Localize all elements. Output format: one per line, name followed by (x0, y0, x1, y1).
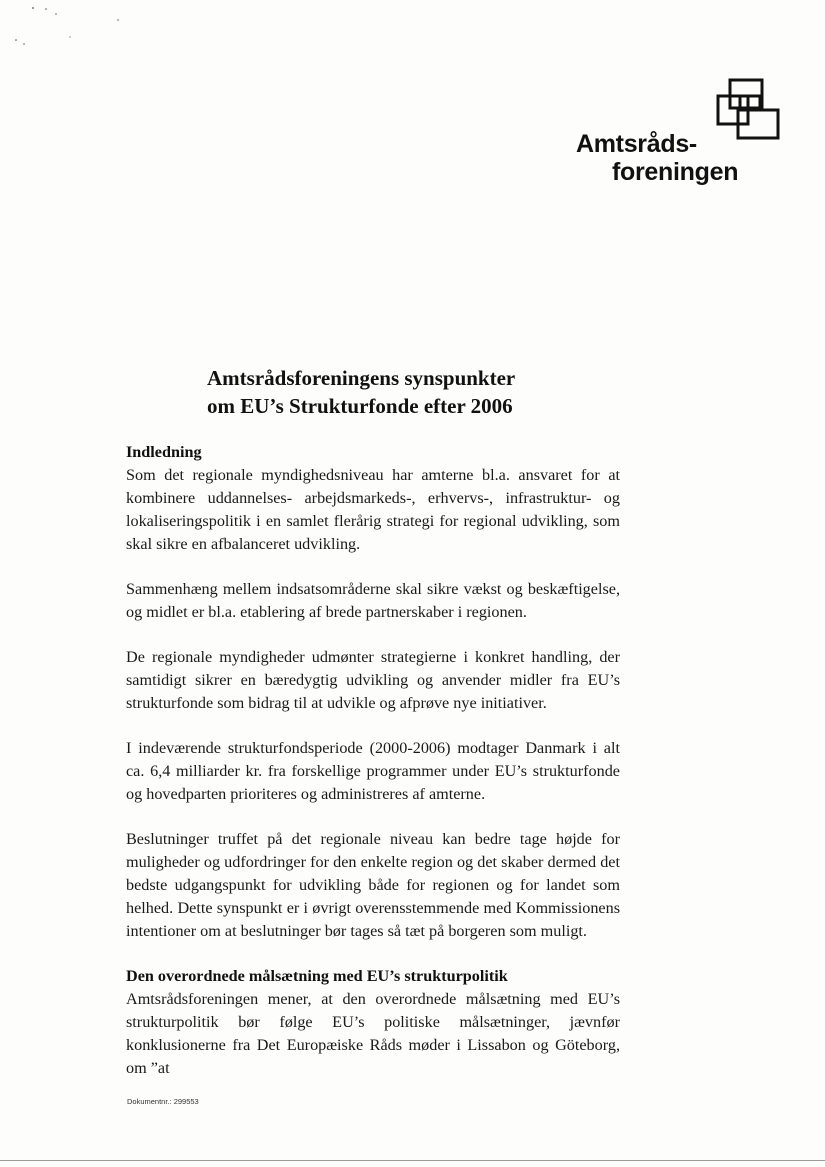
title-line1: Amtsrådsforeningens synspunkter (207, 366, 516, 390)
interlocking-squares-icon (716, 78, 782, 142)
paragraph: De regionale myndigheder udmønter strategierne i konkret handling, der samtidigt sikrer en bæredygtig udvikling og anvender midler fra EU’s strukturfonde som bidrag til at udvikle og afprøve nye initiativer. (126, 648, 620, 712)
paragraph: Amtsrådsforeningen mener, at den overordnede målsætning med EU’s strukturpolitik bør følge EU’s politiske målsætninger, jævnfør konklusionerne fra Det Europæiske Råds møder i Lissabon og Göteborg, om ”at (126, 990, 620, 1077)
document-title (207, 364, 627, 420)
section-heading: Den overordnede målsætning med EU’s strukturpolitik (126, 967, 508, 985)
section-heading: Indledning (126, 443, 202, 461)
scan-edge-line (0, 1160, 825, 1161)
paragraph: Som det regionale myndighedsniveau har amterne bl.a. ansvaret for at kombinere uddannelses- arbejdsmarkeds-, erhvervs-, infrastruktur- og lokaliseringspolitik i en samlet flerårig strategi for regional udvikling, som skal sikre en afbalanceret udvikling. (126, 466, 620, 553)
organization-logo (576, 78, 786, 190)
document-body (126, 441, 620, 1102)
title-line2: om EU’s Strukturfonde efter 2006 (207, 394, 513, 418)
paragraph: Beslutninger truffet på det regionale niveau kan bedre tage højde for muligheder og udfordringer for den enkelte region og det skaber dermed det bedste udgangspunkt for udvikling både for regionen og for landet som helhed. Dette synspunkt er i øvrigt overensstemmende med Kommissionens intentioner om at beslutninger bør tages så tæt på borgeren som muligt. (126, 830, 620, 940)
paragraph: Sammenhæng mellem indsatsområderne skal sikre vækst og beskæftigelse, og midlet er bl.a. etablering af brede partnerskaber i regionen. (126, 580, 620, 621)
scan-specks (0, 0, 140, 60)
document-reference: Dokumentnr.: 299553 (127, 1097, 199, 1106)
paragraph: I indeværende strukturfondsperiode (2000-2006) modtager Danmark i alt ca. 6,4 milliarder kr. fra forskellige programmer under EU’s strukturfonde og hovedparten prioriteres og administreres af amterne. (126, 739, 620, 803)
logo-text-line2: foreningen (612, 158, 739, 186)
logo-text-line1: Amtsråds- (576, 130, 697, 158)
